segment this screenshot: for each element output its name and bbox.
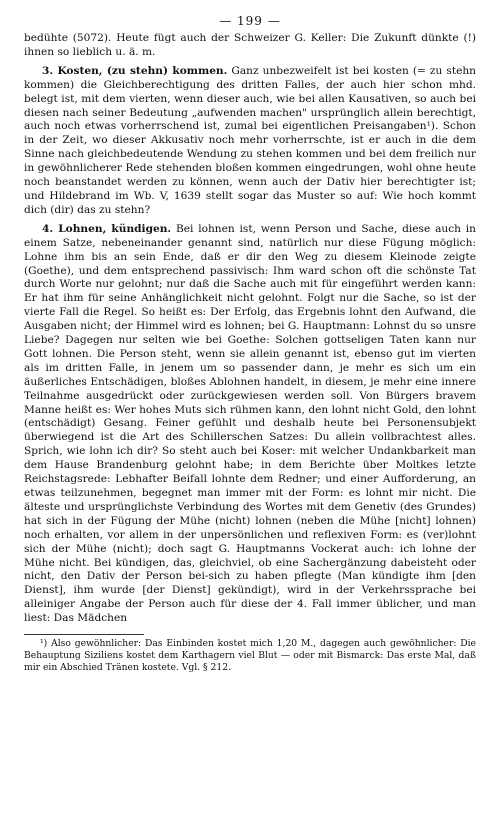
main-text [24,32,476,626]
paragraph-text: Bei lohnen ist, wenn Person und Sache, diese auch in einem Satze, nebeneinander genannt sind, natürlich nur diese Fügung möglich: Lohne ihm bis an sein Ende, daß er dir den Weg zu diesem Kleinode zeigte (Goethe), und dem entsprechend passivisch: Ihm ward schon oft die schönste Tat durch Worte nur gelohnt; nur daß die Sache auch mit für eingeführt werden kann: Er hat ihm für seine Anhänglichkeit nicht gelohnt. Folgt nur die Sache, so ist der vierte Fall die Regel. So heißt es: Der Erfolg, das Ergebnis lohnt den Aufwand, die Ausgaben nicht; der Himmel wird es lohnen; bei G. Hauptmann: Lohnst du so unsre Liebe? Dagegen nur selten wie bei Goethe: Solchen gottseligen Taten kann nur Gott lohnen. Die Person steht, wenn sie allein genannt ist, ebenso gut im vierten als im dritten Falle, in jenem um so passender dann, je mehr es sich um ein äußerliches Entschädigen, bloßes Ablohnen handelt, in diesem, je mehr eine innere Teilnahme ausgedrückt oder zurückgewiesen werden soll. Von Bürgers bravem Manne heißt es: Wer hohes Muts sich rühmen kann, den lohnt nicht Gold, den lohnt (entschädigt) Gesang. Feiner gefühlt und deshalb heute bei Personensubjekt überwiegend ist die Art des Schillerschen Satzes: Du allein vollbrachtest alles. Sprich, wie lohn ich dir? So steht auch bei Koser: mit welcher Undankbarkeit man dem Hause Brandenburg gelohnt habe; in dem Berichte über Moltkes letzte Reichstagsrede: Lebhafter Beifall lohnte dem Redner; und einer Aufforderung, an etwas teilzunehmen, begegnet man immer mit der Form: es lohnt mir nicht. Die älteste und ursprünglichste Verbindung des Wortes mit dem Genetiv (des Grundes) hat sich in der Fügung der Mühe (nicht) lohnen (neben die Mühe [nicht] lohnen) noch erhalten, vor allem in der unpersönlichen und reflexiven Form: es (ver)lohnt sich der Mühe (nicht); doch sagt G. Hauptmanns Vockerat auch: ich lohne der Mühe nicht. Bei kündigen, das, gleichviel, ob eine Sachergänzung dabeisteht oder nicht, den Dativ der Person bei-sich zu haben pflegte (Man kündigte ihm [den Dienst], ihm wurde [der Dienst] gekündigt), wird in der Verkehrssprache bei alleiniger Angabe der Person auch für diese der 4. Fall immer üblicher, und man liest: Das Mädchen [24,222,477,625]
section-lohnen [24,223,476,626]
footnote-divider [24,634,144,635]
paragraph-continuation [24,32,476,60]
paragraph-text: Ganz unbezweifelt ist bei kosten (= zu stehn kommen) die Gleichberechtigung des dritten Falles, der auch hier schon mhd. belegt ist, mit dem vierten, wenn dieser auch, wie bei allen Kausativen, so auch bei diesen nach seiner Bedeutung „aufwenden machen" ursprünglich allein berechtigt, auch noch etwas vorherrschend ist, zumal bei eigentlichen Preisangaben¹). Schon in der Zeit, wo dieser Akkusativ noch mehr vorherrschte, ist er auch in die dem Sinne nach gleichbedeutende Wendung zu stehen kommen und bei dem freilich nur in gewöhnlicherer Rede stehenden bloßen kommen eingedrungen, wohl ohne heute noch beanstandet werden zu können, wenn auch der Dativ hier berechtigter ist; und Hildebrand im Wb. V, 1639 stellt sogar das Muster so auf: Wie hoch kommt dich (dir) das zu stehn? [24,64,476,216]
section-heading: 4. Lohnen, kündigen. [42,222,172,235]
footnote: ¹) Also gewöhnlicher: Das Einbinden kostet mich 1,20 M., dagegen auch gewöhnlicher: Die Behauptung Siziliens kostet dem Karthagern viel Blut — oder mit Bismarck: Das erste Mal, daß mir ein Abschied Tränen kostete. Vgl. § 212. [24,638,476,674]
footnotes [24,638,476,674]
section-heading: 3. Kosten, (zu stehn) kommen. [42,64,228,77]
paragraph-text: bedühte (5072). Heute fügt auch der Schweizer G. Keller: Die Zukunft dünkte (!) ihnen so lieblich u. ä. m. [24,32,476,58]
section-kosten [24,65,476,218]
page-number: — 199 — [219,14,281,28]
